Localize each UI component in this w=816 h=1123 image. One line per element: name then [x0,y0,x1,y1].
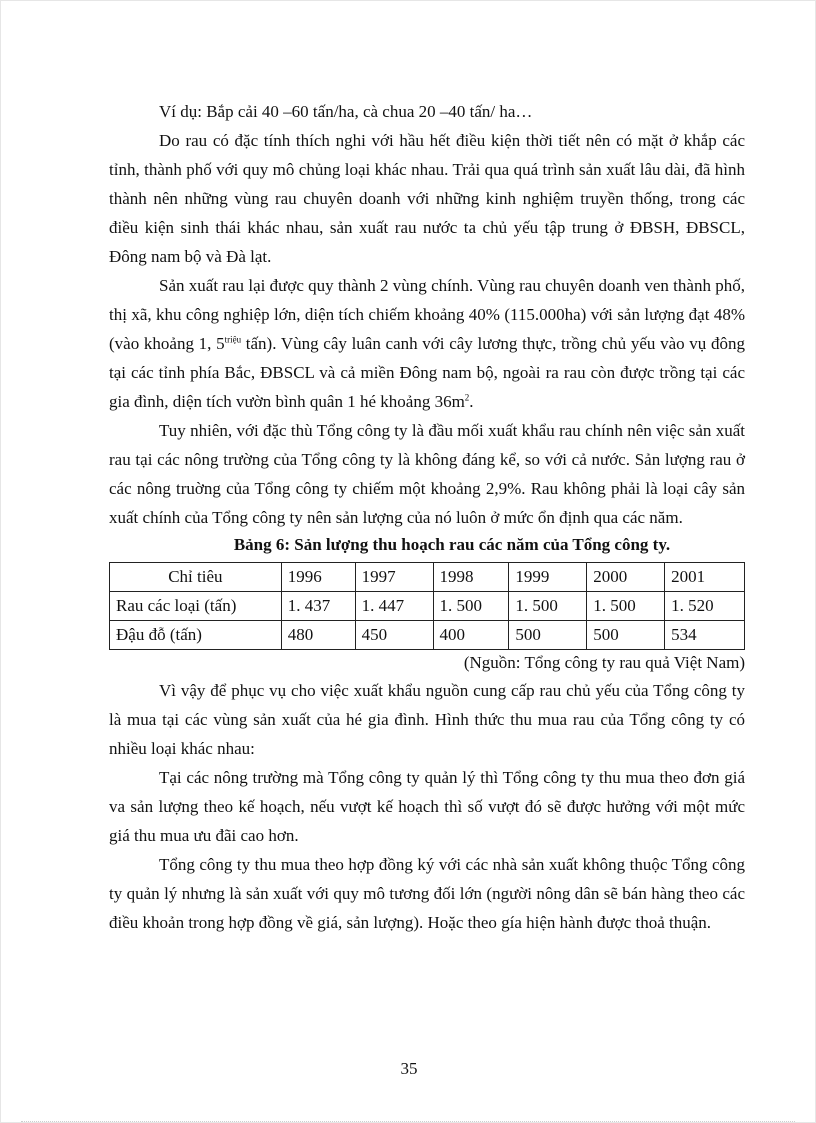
paragraph-corporation: Tuy nhiên, với đặc thù Tổng công ty là đầu mối xuất khẩu rau chính nên việc sản xuất rau tại các nông trường của Tổng công ty là không đáng kể, so với cả nước. Sản lượng rau ở các nông truờng của Tổng công ty chiếm một khoảng 2,9%. Rau không phải là loại cây sản xuất chính của Tổng công ty nên sản lượng của nó luôn ở mức ổn định qua các năm. [109,421,745,527]
superscript-unit: triệu [224,334,242,345]
table-cell: 500 [509,621,587,650]
page-number: 35 [400,1059,418,1078]
row-label: Rau các loại (tấn) [110,592,282,621]
table-cell: 1. 500 [587,592,665,621]
table-row-beans [110,621,745,650]
header-cell-2000: 2000 [587,563,665,592]
header-cell-1998: 1998 [433,563,509,592]
header-cell-1997: 1997 [355,563,433,592]
page-content [109,97,745,937]
paragraph-regions-part1: Sản xuất rau lại được quy thành 2 vùng chính. Vùng rau chuyên doanh ven thành phố, thị xã, khu công nghiệp lớn, diện tích chiếm khoảng 40% (115.000ha) với sản lượng đạt 48% (vào khoảng 1, 5 [109,276,745,353]
superscript-square: 2 [464,392,470,403]
table-cell: 1. 437 [281,592,355,621]
paragraph-example: Ví dụ: Bắp cải 40 –60 tấn/ha, cà chua 20 –40 tấn/ ha… [159,102,533,121]
production-table [109,562,745,650]
table-cell: 1. 520 [665,592,745,621]
table-cell: 1. 500 [433,592,509,621]
paragraph-contracts: Tổng công ty thu mua theo hợp đồng ký với các nhà sản xuất không thuộc Tổng công ty quản lý nhưng là sản xuất với quy mô tương đối lớn (người nông dân sẽ bán hàng theo các điều khoản trong hợp đồng về giá, sản lượng). Hoặc theo gía hiện hành được thoả thuận. [109,855,745,932]
table-cell: 1. 500 [509,592,587,621]
paragraph-regions-part2: tấn). Vùng cây luân canh với cây lương thực, trồng chủ yếu vào vụ đông tại các tỉnh phía Bắc, ĐBSCL và cả miền Đông nam bộ, ngoài ra rau còn được trồng tại các gia đình, diện tích vườn bình quân 1 hé khoảng 36m [109,334,745,411]
table-cell: 534 [665,621,745,650]
table-cell: 1. 447 [355,592,433,621]
table-cell: 500 [587,621,665,650]
table-source: (Nguồn: Tổng công ty rau quả Việt Nam) [463,653,745,672]
header-cell-1996: 1996 [281,563,355,592]
paragraph-farms: Tại các nông trường mà Tổng công ty quản lý thì Tổng công ty thu mua theo đơn giá va sản lượng theo kế hoạch, nếu vượt kế hoạch thì số vượt đó sẽ được hưởng với một mức giá thu mua ưu đãi cao hơn. [109,768,745,845]
row-label: Đậu đỗ (tấn) [110,621,282,650]
table-cell: 480 [281,621,355,650]
table-row-vegetables [110,592,745,621]
table-title: Bảng 6: Sản lượng thu hoạch rau các năm của Tổng công ty. [233,535,671,554]
paragraph-regions-part3: . [469,392,474,411]
table-cell: 450 [355,621,433,650]
paragraph-regions [109,271,745,416]
page-bottom-divider [21,1121,795,1122]
paragraph-purchasing: Vì vậy để phục vụ cho việc xuất khẩu nguồn cung cấp rau chủ yếu của Tổng công ty là mua tại các vùng sản xuất của hé gia đình. Hình thức thu mua rau của Tổng công ty có nhiều loại khác nhau: [109,681,745,758]
table-cell: 400 [433,621,509,650]
header-cell-indicator: Chỉ tiêu [110,563,282,592]
table-header-row [110,563,745,592]
header-cell-2001: 2001 [665,563,745,592]
paragraph-distribution: Do rau có đặc tính thích nghi với hầu hết điều kiện thời tiết nên có mặt ở khắp các tỉnh, thành phố với quy mô chủng loại khác nhau. Trải qua quá trình sản xuất lâu dài, đã hình thành nên những vùng rau chuyên doanh với những kinh nghiệm truyền thống, trong các điều kiện sinh thái khác nhau, sản xuất rau nước ta chủ yếu tập trung ở ĐBSH, ĐBSCL, Đông nam bộ và Đà lạt. [109,131,745,266]
header-cell-1999: 1999 [509,563,587,592]
